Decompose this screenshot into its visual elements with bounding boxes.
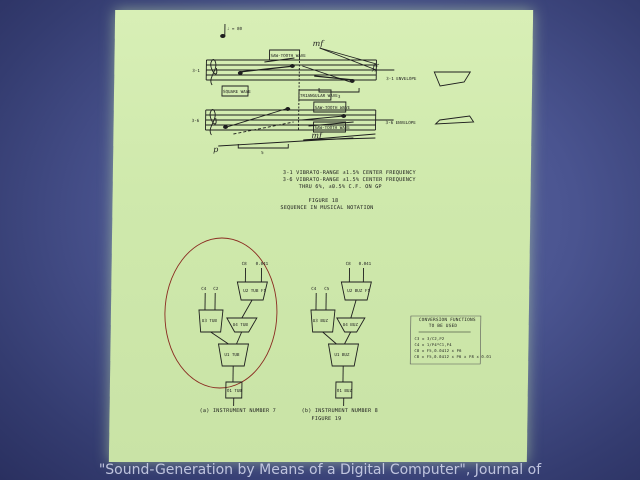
- notes-line-3: THRU 6%, ±0.5% C.F. ON GP: [298, 184, 382, 190]
- b-unit-1: U2 BUZ F1: [347, 288, 370, 293]
- notes-line-2: 3-6 VIBRATO-RANGE ±1.5% CENTER FREQUENCY: [282, 177, 416, 183]
- tempo-mark: ♩ = 80: [226, 26, 243, 31]
- dynamic-mf-bottom: mf: [311, 131, 323, 140]
- b-unit-4: U1 BUZ: [334, 352, 350, 357]
- a-input-1: C4: [201, 286, 207, 291]
- figure-18-label: FIGURE 18: [308, 198, 339, 204]
- envelope-bottom-label: 3-6 ENVELOPE: [385, 120, 416, 125]
- bottom-staff: [205, 110, 375, 130]
- figure-18-caption: SEQUENCE IN MUSICAL NOTATION: [280, 205, 374, 211]
- a-unit-5: O1 TUB: [226, 388, 243, 393]
- a-input-6: 0.041: [255, 261, 269, 266]
- notes-line-1: 3-1 VIBRATO-RANGE ±1.5% CENTER FREQUENCY: [282, 170, 416, 176]
- conversion-line-1: C3 = 3/C2,P2: [414, 336, 445, 341]
- note-label-1: SAW-TOOTH WAVE: [270, 53, 306, 58]
- conversion-line-3: C8 = F5,0.0412 x P6: [414, 348, 462, 353]
- b-unit-5: O1 BUZ: [336, 388, 353, 393]
- voice-top-label: 3-1: [192, 68, 200, 73]
- b-input-6: 0.041: [358, 261, 372, 266]
- dynamic-p: p: [213, 145, 219, 154]
- conversion-subtitle: TO BE USED: [428, 324, 458, 329]
- b-input-3: C8: [345, 261, 351, 266]
- a-input-2: C2: [213, 286, 219, 291]
- voice-bottom-label: 3-6: [191, 118, 200, 123]
- projection-caption: "Sound-Generation by Means of a Digital Computer", Journal of: [98, 462, 542, 478]
- b-input-1: C4: [311, 286, 317, 291]
- projected-slide: [109, 10, 533, 462]
- a-unit-2: U3 TUB: [201, 318, 217, 323]
- treble-clef-top: [211, 60, 217, 85]
- conversion-line-4: C8 = F5,0.0412 x P6 x P8 x 0.01: [414, 354, 492, 359]
- slide-drawing: [109, 10, 533, 462]
- b-unit-3: U4 BUZ: [342, 322, 358, 327]
- a-unit-1: U2 TUB F1: [243, 288, 266, 293]
- tuplet-3: 3: [337, 94, 341, 99]
- a-input-3: C8: [241, 261, 247, 266]
- b-input-2: C5: [324, 286, 330, 291]
- tuplet-5: 5: [261, 150, 264, 155]
- a-unit-3: U4 TUB: [232, 322, 248, 327]
- conversion-line-2: C4 = 1/P4*C1,P4: [414, 342, 452, 347]
- dynamic-ff: ff: [372, 63, 379, 72]
- note-label-5: SAW-TOOTH WAVE: [314, 125, 350, 130]
- instrument-a-label: (a) INSTRUMENT NUMBER 7: [199, 408, 277, 414]
- dynamic-mf-top: mf: [312, 39, 324, 48]
- note-label-2: TRIANGULAR WAVE: [299, 93, 338, 98]
- conversion-title: CONVERSION FUNCTIONS: [418, 318, 476, 323]
- note-label-4: SAW-TOOTH WAVE: [314, 105, 351, 110]
- treble-clef-bottom: [210, 110, 216, 135]
- figure-19-label: FIGURE 19: [311, 416, 342, 422]
- note-label-3: SQUARE WAVE: [222, 89, 251, 94]
- b-unit-2: U3 BUZ: [312, 318, 328, 323]
- envelope-bottom-shape: [436, 116, 474, 124]
- a-unit-4: U1 TUB: [224, 352, 240, 357]
- instrument-b-label: (b) INSTRUMENT NUMBER 8: [301, 408, 379, 414]
- envelope-top-shape: [434, 72, 470, 86]
- envelope-top-label: 3-1 ENVELOPE: [386, 76, 417, 81]
